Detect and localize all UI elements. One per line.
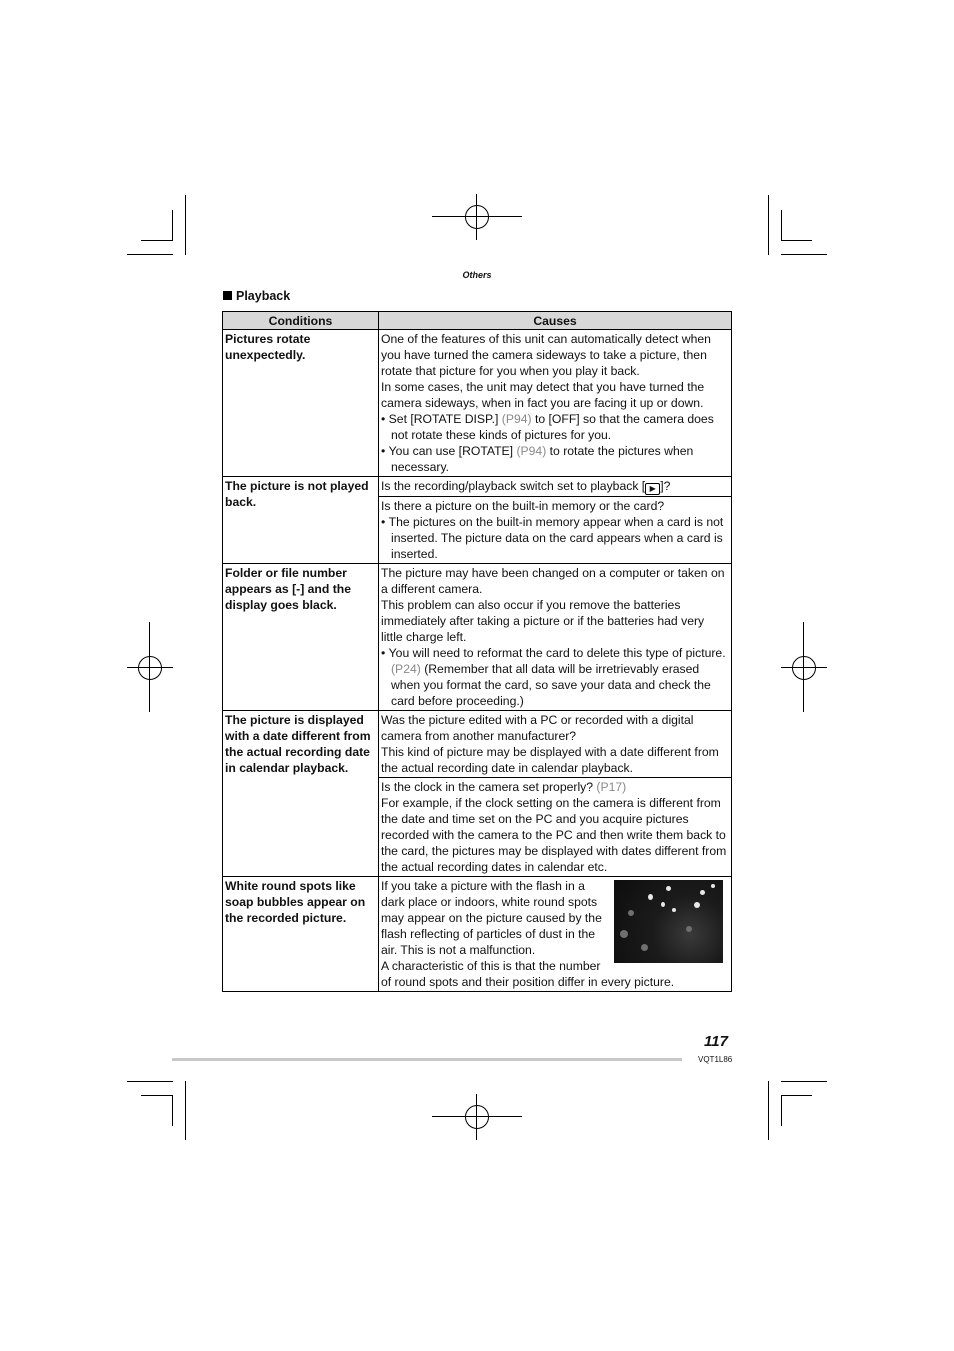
dust-spots-example-photo <box>614 880 723 963</box>
column-header-conditions: Conditions <box>223 312 379 330</box>
condition-cell: Folder or file number appears as [-] and the display goes black. <box>223 564 379 711</box>
cause-text: Was the picture edited with a PC or recorded with a digital camera from another manufacturer? <box>381 713 694 743</box>
cause-cell: Is the recording/playback switch set to playback [ ▶ ]? <box>379 477 732 497</box>
document-code: VQT1L86 <box>698 1055 733 1064</box>
table-row <box>223 711 732 778</box>
condition-cell: The picture is displayed with a date different from the actual recording date in calendar playback. <box>223 711 379 877</box>
cause-text: In some cases, the unit may detect that you have turned the camera sideways, when in fact you are facing it up or down. <box>381 380 705 410</box>
table-row <box>223 877 732 992</box>
cause-cell <box>379 711 732 778</box>
page-reference: (P24) <box>391 662 421 676</box>
square-bullet-icon <box>223 291 232 300</box>
footer-rule <box>172 1058 682 1061</box>
cause-bullet: • You will need to reformat the card to delete this type of picture. (P24) (Remember that all data will be irretrievably erased when you format the card, so save your data and check the card before proceeding.) <box>381 646 726 708</box>
cause-text: For example, if the clock setting on the camera is different from the date and time set on the PC and you acquire pictures recorded with the camera to the PC and then write them back to the card, the pictures may be displayed with dates different from the actual recording dates in calendar etc. <box>381 796 727 874</box>
cause-cell <box>379 564 732 711</box>
condition-cell: Pictures rotate unexpectedly. <box>223 330 379 477</box>
cause-text: Is the clock in the camera set properly? (P17) <box>381 780 627 794</box>
playback-troubleshooting-table <box>222 311 732 992</box>
page-reference: (P94) <box>516 444 547 458</box>
playback-icon: ▶ <box>645 483 660 495</box>
cause-cell <box>379 330 732 477</box>
cause-bullet: • You can use [ROTATE] (P94) to rotate the pictures when necessary. <box>381 444 694 474</box>
page-reference: (P94) <box>501 412 532 426</box>
page-reference: (P17) <box>596 780 627 794</box>
cause-cell <box>379 877 732 992</box>
cause-text: A characteristic of this is that the number of round spots and their position differ in every picture. <box>381 959 675 989</box>
cause-text: The picture may have been changed on a computer or taken on a different camera. <box>381 566 725 596</box>
running-header: Others <box>462 270 492 280</box>
cause-text: This kind of picture may be displayed with a date different from the actual recording date in calendar playback. <box>381 745 719 775</box>
cause-text: One of the features of this unit can automatically detect when you have turned the camera sideways to take a picture, then rotate that picture for you when you play it back. <box>381 332 711 378</box>
cause-bullet: • The pictures on the built-in memory appear when a card is not inserted. The picture data on the card appears when a card is inserted. <box>381 515 724 561</box>
cause-cell <box>379 497 732 564</box>
table-row <box>223 477 732 497</box>
table-row <box>223 330 732 477</box>
condition-cell: The picture is not played back. <box>223 477 379 564</box>
cause-text: If you take a picture with the flash in a dark place or indoors, white round spots may appear on the picture caused by the flash reflecting of particles of dust in the air. This is not a malfunction. <box>381 879 602 957</box>
column-header-causes: Causes <box>379 312 732 330</box>
cause-text: This problem can also occur if you remove the batteries immediately after taking a picture or if the batteries had very little charge left. <box>381 598 705 644</box>
table-header-row <box>223 312 732 330</box>
cause-bullet: • Set [ROTATE DISP.] (P94) to [OFF] so that the camera does not rotate these kinds of pictures for you. <box>381 412 714 442</box>
section-heading <box>223 289 290 303</box>
table-row <box>223 564 732 711</box>
section-title: Playback <box>236 289 291 303</box>
cause-cell <box>379 778 732 877</box>
page-number: 117 <box>704 1033 728 1050</box>
condition-cell: White round spots like soap bubbles appear on the recorded picture. <box>223 877 379 992</box>
cause-text: Is there a picture on the built-in memory or the card? <box>381 499 665 513</box>
